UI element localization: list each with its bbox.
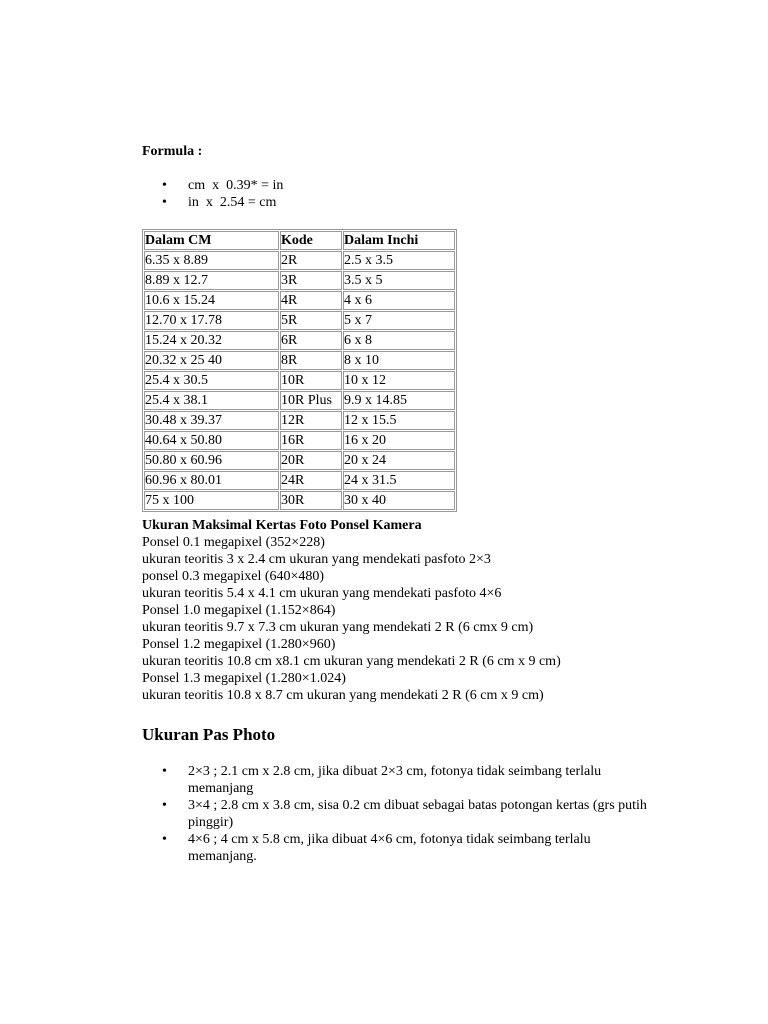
text-line: ukuran teoritis 9.7 x 7.3 cm ukuran yang mendekati 2 R (6 cmx 9 cm) bbox=[142, 620, 534, 635]
formula-list bbox=[142, 177, 283, 211]
cell-inchi: 2.5 x 3.5 bbox=[343, 251, 455, 270]
cell-inchi: 12 x 15.5 bbox=[343, 411, 455, 430]
table-row bbox=[144, 391, 455, 410]
text-line: ponsel 0.3 megapixel (640×480) bbox=[142, 569, 325, 584]
cell-cm: 40.64 x 50.80 bbox=[144, 431, 279, 450]
text-line: ukuran teoritis 3 x 2.4 cm ukuran yang mendekati pasfoto 2×3 bbox=[142, 552, 491, 567]
cell-kode: 6R bbox=[280, 331, 342, 350]
cell-cm: 15.24 x 20.32 bbox=[144, 331, 279, 350]
table-row bbox=[144, 471, 455, 490]
table-row bbox=[144, 491, 455, 510]
list-item: • 4×6 ; 4 cm x 5.8 cm, jika dibuat 4×6 cm, fotonya tidak seimbang terlalu memanjang. bbox=[142, 831, 662, 865]
text-line: ukuran teoritis 10.8 cm x8.1 cm ukuran yang mendekati 2 R (6 cm x 9 cm) bbox=[142, 654, 561, 669]
formula-item-cm-to-in: • cm x 0.39* = in bbox=[142, 177, 283, 194]
cell-cm: 12.70 x 17.78 bbox=[144, 311, 279, 330]
cell-inchi: 9.9 x 14.85 bbox=[343, 391, 455, 410]
header-dalam-cm: Dalam CM bbox=[144, 231, 279, 250]
text-line: Ponsel 0.1 megapixel (352×228) bbox=[142, 535, 325, 550]
header-dalam-inchi: Dalam Inchi bbox=[343, 231, 455, 250]
phone-camera-size-section bbox=[142, 517, 742, 704]
table-header-row bbox=[144, 231, 455, 250]
cell-kode: 3R bbox=[280, 271, 342, 290]
cell-inchi: 8 x 10 bbox=[343, 351, 455, 370]
header-kode: Kode bbox=[280, 231, 342, 250]
cell-kode: 5R bbox=[280, 311, 342, 330]
section-title: Ukuran Maksimal Kertas Foto Ponsel Kamera bbox=[142, 518, 422, 533]
table-row bbox=[144, 271, 455, 290]
cell-cm: 75 x 100 bbox=[144, 491, 279, 510]
cell-kode: 10R Plus bbox=[280, 391, 342, 410]
cell-inchi: 30 x 40 bbox=[343, 491, 455, 510]
cell-kode: 2R bbox=[280, 251, 342, 270]
cell-inchi: 10 x 12 bbox=[343, 371, 455, 390]
cell-cm: 20.32 x 25 40 bbox=[144, 351, 279, 370]
cell-inchi: 20 x 24 bbox=[343, 451, 455, 470]
cell-kode: 8R bbox=[280, 351, 342, 370]
pas-photo-heading: Ukuran Pas Photo bbox=[142, 725, 276, 744]
text-line: Ponsel 1.0 megapixel (1.152×864) bbox=[142, 603, 336, 618]
list-item: • 2×3 ; 2.1 cm x 2.8 cm, jika dibuat 2×3 cm, fotonya tidak seimbang terlalu memanjang bbox=[142, 763, 662, 797]
formula-item-in-to-cm: • in x 2.54 = cm bbox=[142, 194, 283, 211]
cell-inchi: 6 x 8 bbox=[343, 331, 455, 350]
cell-inchi: 4 x 6 bbox=[343, 291, 455, 310]
text-line: Ponsel 1.2 megapixel (1.280×960) bbox=[142, 637, 336, 652]
cell-cm: 30.48 x 39.37 bbox=[144, 411, 279, 430]
table-row bbox=[144, 351, 455, 370]
table-row bbox=[144, 251, 455, 270]
formula-title: Formula : bbox=[142, 144, 203, 159]
photo-size-table bbox=[142, 229, 457, 512]
cell-cm: 25.4 x 38.1 bbox=[144, 391, 279, 410]
table-row bbox=[144, 371, 455, 390]
table-row bbox=[144, 331, 455, 350]
text-line: ukuran teoritis 5.4 x 4.1 cm ukuran yang mendekati pasfoto 4×6 bbox=[142, 586, 502, 601]
table-row bbox=[144, 411, 455, 430]
cell-cm: 50.80 x 60.96 bbox=[144, 451, 279, 470]
cell-kode: 10R bbox=[280, 371, 342, 390]
cell-cm: 6.35 x 8.89 bbox=[144, 251, 279, 270]
cell-kode: 4R bbox=[280, 291, 342, 310]
cell-kode: 12R bbox=[280, 411, 342, 430]
cell-cm: 60.96 x 80.01 bbox=[144, 471, 279, 490]
cell-cm: 25.4 x 30.5 bbox=[144, 371, 279, 390]
cell-kode: 16R bbox=[280, 431, 342, 450]
cell-inchi: 24 x 31.5 bbox=[343, 471, 455, 490]
cell-kode: 20R bbox=[280, 451, 342, 470]
pas-photo-list bbox=[142, 763, 662, 865]
cell-inchi: 5 x 7 bbox=[343, 311, 455, 330]
text-line: Ponsel 1.3 megapixel (1.280×1.024) bbox=[142, 671, 346, 686]
table-row bbox=[144, 291, 455, 310]
cell-inchi: 3.5 x 5 bbox=[343, 271, 455, 290]
cell-kode: 24R bbox=[280, 471, 342, 490]
table-row bbox=[144, 451, 455, 470]
text-line: ukuran teoritis 10.8 x 8.7 cm ukuran yang mendekati 2 R (6 cm x 9 cm) bbox=[142, 688, 544, 703]
cell-cm: 8.89 x 12.7 bbox=[144, 271, 279, 290]
cell-kode: 30R bbox=[280, 491, 342, 510]
table-row bbox=[144, 311, 455, 330]
cell-inchi: 16 x 20 bbox=[343, 431, 455, 450]
list-item: • 3×4 ; 2.8 cm x 3.8 cm, sisa 0.2 cm dibuat sebagai batas potongan kertas (grs putih pinggir) bbox=[142, 797, 662, 831]
table-row bbox=[144, 431, 455, 450]
cell-cm: 10.6 x 15.24 bbox=[144, 291, 279, 310]
